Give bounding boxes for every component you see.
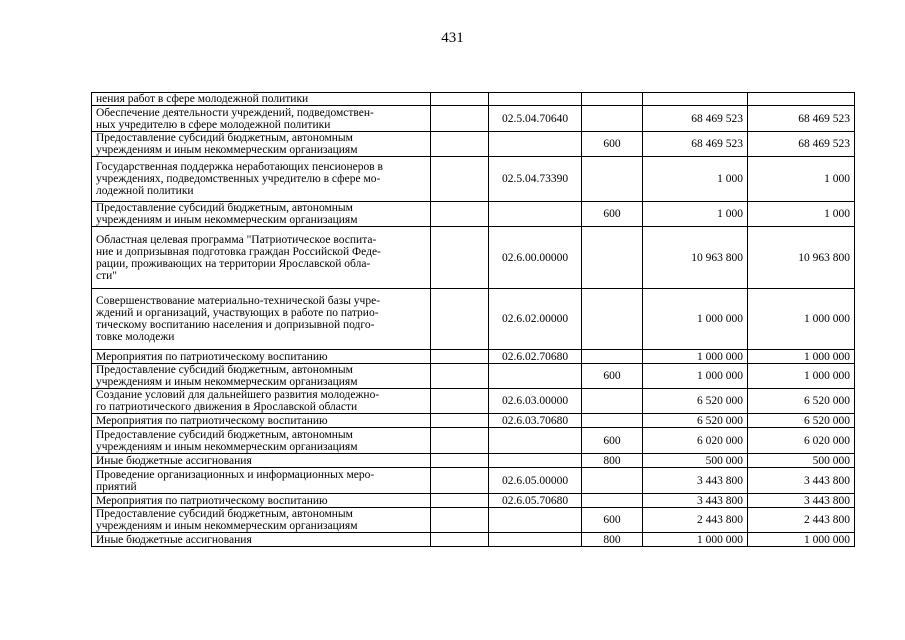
item-name-line: Иные бюджетные ассигнования bbox=[96, 454, 252, 467]
empty-cell bbox=[431, 494, 489, 508]
expense-type-cell: 800 bbox=[582, 454, 643, 468]
amount-year1-cell: 500 000 bbox=[643, 454, 748, 468]
item-name-line: Предоставление субсидий бюджетным, автономным bbox=[96, 202, 353, 214]
amount-year1-cell: 1 000 000 bbox=[643, 350, 748, 364]
item-name-cell bbox=[92, 106, 431, 132]
expense-type-cell bbox=[582, 350, 643, 364]
item-name-line: Государственная поддержка неработающих пенсионеров в bbox=[96, 161, 383, 173]
item-name-cell bbox=[92, 289, 431, 350]
expense-type-cell bbox=[582, 389, 643, 414]
item-name-line: нения работ в сфере молодежной политики bbox=[96, 93, 309, 105]
empty-cell bbox=[431, 202, 489, 227]
item-name-line: учреждениям и иным некоммерческим организациям bbox=[96, 214, 358, 226]
expense-type-cell bbox=[582, 494, 643, 508]
item-name-cell bbox=[92, 350, 431, 364]
table-row bbox=[92, 414, 855, 428]
empty-cell bbox=[431, 93, 489, 106]
item-name-cell bbox=[92, 468, 431, 494]
target-article-cell: 02.6.05.00000 bbox=[489, 468, 582, 494]
item-name-line: рации, проживающих на территории Ярославской обла- bbox=[96, 257, 371, 270]
expense-type-cell bbox=[582, 414, 643, 428]
item-name-line: Обеспечение деятельности учреждений, подведомствен- bbox=[96, 106, 374, 119]
item-name-line: ных учредителю в сфере молодежной политики bbox=[96, 118, 331, 131]
item-name-line: Мероприятия по патриотическому воспитанию bbox=[96, 414, 328, 427]
empty-cell bbox=[431, 414, 489, 428]
amount-year1-cell: 3 443 800 bbox=[643, 468, 748, 494]
item-name-line: Предоставление субсидий бюджетным, автономным bbox=[96, 364, 353, 376]
empty-cell bbox=[431, 533, 489, 547]
expense-type-cell: 600 bbox=[582, 428, 643, 454]
table-row bbox=[92, 494, 855, 508]
table-row bbox=[92, 227, 855, 289]
item-name-cell bbox=[92, 157, 431, 202]
item-name-line: Проведение организационных и информационных меро- bbox=[96, 468, 375, 481]
item-name-cell bbox=[92, 508, 431, 533]
target-article-cell: 02.5.04.73390 bbox=[489, 157, 582, 202]
table-row bbox=[92, 132, 855, 157]
item-name-line: ние и допризывная подготовка граждан Российской Феде- bbox=[96, 245, 381, 258]
item-name-line: Предоставление субсидий бюджетным, автономным bbox=[96, 428, 353, 441]
item-name-line: ждений и организаций, участвующих в работе по патрио- bbox=[96, 307, 379, 319]
item-name-line: учреждениям и иным некоммерческим организациям bbox=[96, 376, 358, 388]
amount-year2-cell: 1 000 bbox=[748, 157, 855, 202]
amount-year2-cell: 3 443 800 bbox=[748, 468, 855, 494]
amount-year2-cell: 10 963 800 bbox=[748, 227, 855, 289]
amount-year2-cell: 1 000 000 bbox=[748, 350, 855, 364]
item-name-line: Совершенствование материально-технической базы учре- bbox=[96, 295, 381, 307]
amount-year1-cell: 1 000 000 bbox=[643, 533, 748, 547]
amount-year2-cell: 6 520 000 bbox=[748, 414, 855, 428]
item-name-cell bbox=[92, 227, 431, 289]
amount-year2-cell: 1 000 000 bbox=[748, 533, 855, 547]
table-row bbox=[92, 508, 855, 533]
table-row bbox=[92, 454, 855, 468]
amount-year2-cell: 6 020 000 bbox=[748, 428, 855, 454]
amount-year2-cell: 3 443 800 bbox=[748, 494, 855, 508]
amount-year1-cell: 1 000 bbox=[643, 202, 748, 227]
item-name-cell bbox=[92, 132, 431, 157]
table-row bbox=[92, 93, 855, 106]
amount-year1-cell: 6 520 000 bbox=[643, 414, 748, 428]
expense-type-cell bbox=[582, 289, 643, 350]
item-name-cell bbox=[92, 389, 431, 414]
empty-cell bbox=[431, 454, 489, 468]
target-article-cell bbox=[489, 508, 582, 533]
item-name-line: Создание условий для дальнейшего развития молодежно- bbox=[96, 389, 380, 401]
expense-type-cell bbox=[582, 157, 643, 202]
table-row bbox=[92, 468, 855, 494]
item-name-cell bbox=[92, 93, 431, 106]
amount-year2-cell: 2 443 800 bbox=[748, 508, 855, 533]
target-article-cell bbox=[489, 533, 582, 547]
item-name-line: учреждениям и иным некоммерческим организациям bbox=[96, 144, 358, 156]
target-article-cell: 02.6.02.70680 bbox=[489, 350, 582, 364]
table-row bbox=[92, 350, 855, 364]
item-name-line: учреждениях, подведомственных учредителю в сфере мо- bbox=[96, 173, 381, 185]
empty-cell bbox=[431, 468, 489, 494]
item-name-line: Мероприятия по патриотическому воспитанию bbox=[96, 350, 328, 363]
amount-year1-cell: 3 443 800 bbox=[643, 494, 748, 508]
empty-cell bbox=[431, 428, 489, 454]
amount-year2-cell: 1 000 bbox=[748, 202, 855, 227]
target-article-cell: 02.6.05.70680 bbox=[489, 494, 582, 508]
expense-type-cell bbox=[582, 468, 643, 494]
amount-year2-cell: 68 469 523 bbox=[748, 106, 855, 132]
table-row bbox=[92, 533, 855, 547]
target-article-cell bbox=[489, 93, 582, 106]
expense-type-cell: 600 bbox=[582, 364, 643, 389]
budget-table bbox=[91, 92, 855, 547]
empty-cell bbox=[431, 157, 489, 202]
target-article-cell: 02.5.04.70640 bbox=[489, 106, 582, 132]
expense-type-cell: 600 bbox=[582, 202, 643, 227]
table-row bbox=[92, 106, 855, 132]
amount-year2-cell: 1 000 000 bbox=[748, 364, 855, 389]
item-name-line: Иные бюджетные ассигнования bbox=[96, 533, 252, 546]
item-name-cell bbox=[92, 454, 431, 468]
amount-year2-cell: 6 520 000 bbox=[748, 389, 855, 414]
table-row bbox=[92, 428, 855, 454]
empty-cell bbox=[431, 364, 489, 389]
amount-year1-cell: 6 020 000 bbox=[643, 428, 748, 454]
amount-year1-cell: 6 520 000 bbox=[643, 389, 748, 414]
item-name-line: приятий bbox=[96, 480, 137, 493]
expense-type-cell bbox=[582, 227, 643, 289]
item-name-cell bbox=[92, 364, 431, 389]
amount-year1-cell bbox=[643, 93, 748, 106]
amount-year1-cell: 10 963 800 bbox=[643, 227, 748, 289]
amount-year1-cell: 1 000 000 bbox=[643, 364, 748, 389]
target-article-cell: 02.6.03.70680 bbox=[489, 414, 582, 428]
item-name-cell bbox=[92, 414, 431, 428]
amount-year2-cell: 68 469 523 bbox=[748, 132, 855, 157]
expense-type-cell: 800 bbox=[582, 533, 643, 547]
target-article-cell bbox=[489, 428, 582, 454]
item-name-line: учреждениям и иным некоммерческим организациям bbox=[96, 440, 358, 453]
item-name-line: Предоставление субсидий бюджетным, автономным bbox=[96, 508, 353, 520]
target-article-cell bbox=[489, 454, 582, 468]
amount-year2-cell: 500 000 bbox=[748, 454, 855, 468]
item-name-cell bbox=[92, 428, 431, 454]
item-name-line: сти" bbox=[96, 269, 117, 282]
empty-cell bbox=[431, 508, 489, 533]
expense-type-cell bbox=[582, 106, 643, 132]
amount-year1-cell: 1 000 bbox=[643, 157, 748, 202]
table-row bbox=[92, 289, 855, 350]
amount-year1-cell: 1 000 000 bbox=[643, 289, 748, 350]
empty-cell bbox=[431, 389, 489, 414]
empty-cell bbox=[431, 132, 489, 157]
target-article-cell: 02.6.02.00000 bbox=[489, 289, 582, 350]
page-number: 431 bbox=[441, 30, 464, 46]
item-name-cell bbox=[92, 533, 431, 547]
item-name-line: учреждениям и иным некоммерческим организациям bbox=[96, 520, 358, 532]
item-name-line: тическому воспитанию населения и допризывной подго- bbox=[96, 319, 375, 331]
target-article-cell bbox=[489, 202, 582, 227]
item-name-line: лодежной политики bbox=[96, 185, 194, 197]
item-name-line: го патриотического движения в Ярославской области bbox=[96, 401, 358, 413]
target-article-cell bbox=[489, 364, 582, 389]
target-article-cell bbox=[489, 132, 582, 157]
item-name-line: товке молодежи bbox=[96, 331, 175, 343]
item-name-line: Мероприятия по патриотическому воспитанию bbox=[96, 494, 328, 507]
amount-year1-cell: 68 469 523 bbox=[643, 132, 748, 157]
empty-cell bbox=[431, 350, 489, 364]
item-name-line: Предоставление субсидий бюджетным, автономным bbox=[96, 132, 353, 144]
empty-cell bbox=[431, 289, 489, 350]
amount-year2-cell: 1 000 000 bbox=[748, 289, 855, 350]
item-name-cell bbox=[92, 202, 431, 227]
amount-year2-cell bbox=[748, 93, 855, 106]
expense-type-cell: 600 bbox=[582, 132, 643, 157]
table-row bbox=[92, 202, 855, 227]
budget-table-body bbox=[92, 93, 855, 547]
empty-cell bbox=[431, 227, 489, 289]
expense-type-cell bbox=[582, 93, 643, 106]
item-name-line: Областная целевая программа "Патриотическое воспита- bbox=[96, 233, 377, 246]
target-article-cell: 02.6.00.00000 bbox=[489, 227, 582, 289]
table-row bbox=[92, 157, 855, 202]
table-row bbox=[92, 389, 855, 414]
target-article-cell: 02.6.03.00000 bbox=[489, 389, 582, 414]
expense-type-cell: 600 bbox=[582, 508, 643, 533]
amount-year1-cell: 2 443 800 bbox=[643, 508, 748, 533]
table-row bbox=[92, 364, 855, 389]
item-name-cell bbox=[92, 494, 431, 508]
amount-year1-cell: 68 469 523 bbox=[643, 106, 748, 132]
empty-cell bbox=[431, 106, 489, 132]
